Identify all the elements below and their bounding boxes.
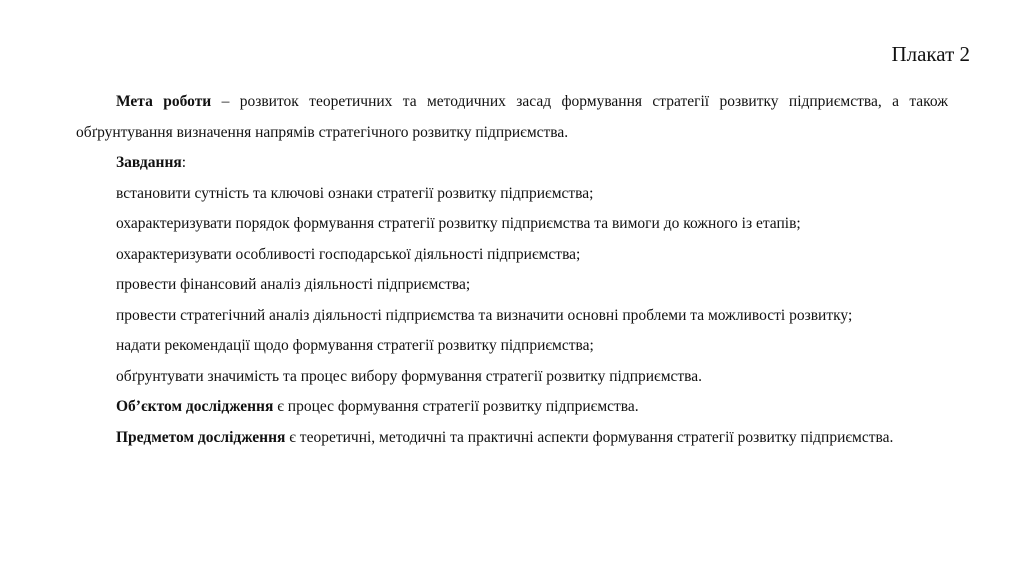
goal-paragraph [76,87,948,148]
goal-term: Мета роботи [116,93,212,110]
tasks-heading-line [76,148,948,179]
goal-text: – розвиток теоретичних та методичних засад формування стратегії розвитку підприємства, а також обґрунтування визначення напрямів стратегічного розвитку підприємства. [76,93,948,141]
task-item: встановити сутність та ключові ознаки стратегії розвитку підприємства; [116,184,594,202]
task-item: обґрунтувати значимість та процес вибору формування стратегії розвитку підприємства. [116,367,703,385]
task-item: надати рекомендації щодо формування стратегії розвитку підприємства; [116,337,594,354]
task-item: охарактеризувати особливості господарської діяльності підприємства; [116,245,581,263]
tasks-heading: Завдання [116,154,182,171]
subject-paragraph [76,423,948,454]
task-item: охарактеризувати порядок формування стратегії розвитку підприємства та вимоги до кожного із етапів; [116,215,801,232]
object-paragraph [76,392,948,423]
task-item: провести стратегічний аналіз діяльності підприємства та визначити основні проблеми та можливості розвитку; [116,306,853,324]
object-text: є процес формування стратегії розвитку підприємства. [273,398,639,415]
poster-label: Плакат 2 [891,42,970,66]
object-term: Об’єктом дослідження [116,398,274,415]
document-body [76,87,948,453]
subject-term: Предметом дослідження [116,428,286,446]
tasks-heading-suffix: : [181,154,187,171]
task-item: провести фінансовий аналіз діяльності підприємства; [116,276,471,293]
subject-text: є теоретичні, методичні та практичні аспекти формування стратегії розвитку підприємства. [285,428,894,446]
